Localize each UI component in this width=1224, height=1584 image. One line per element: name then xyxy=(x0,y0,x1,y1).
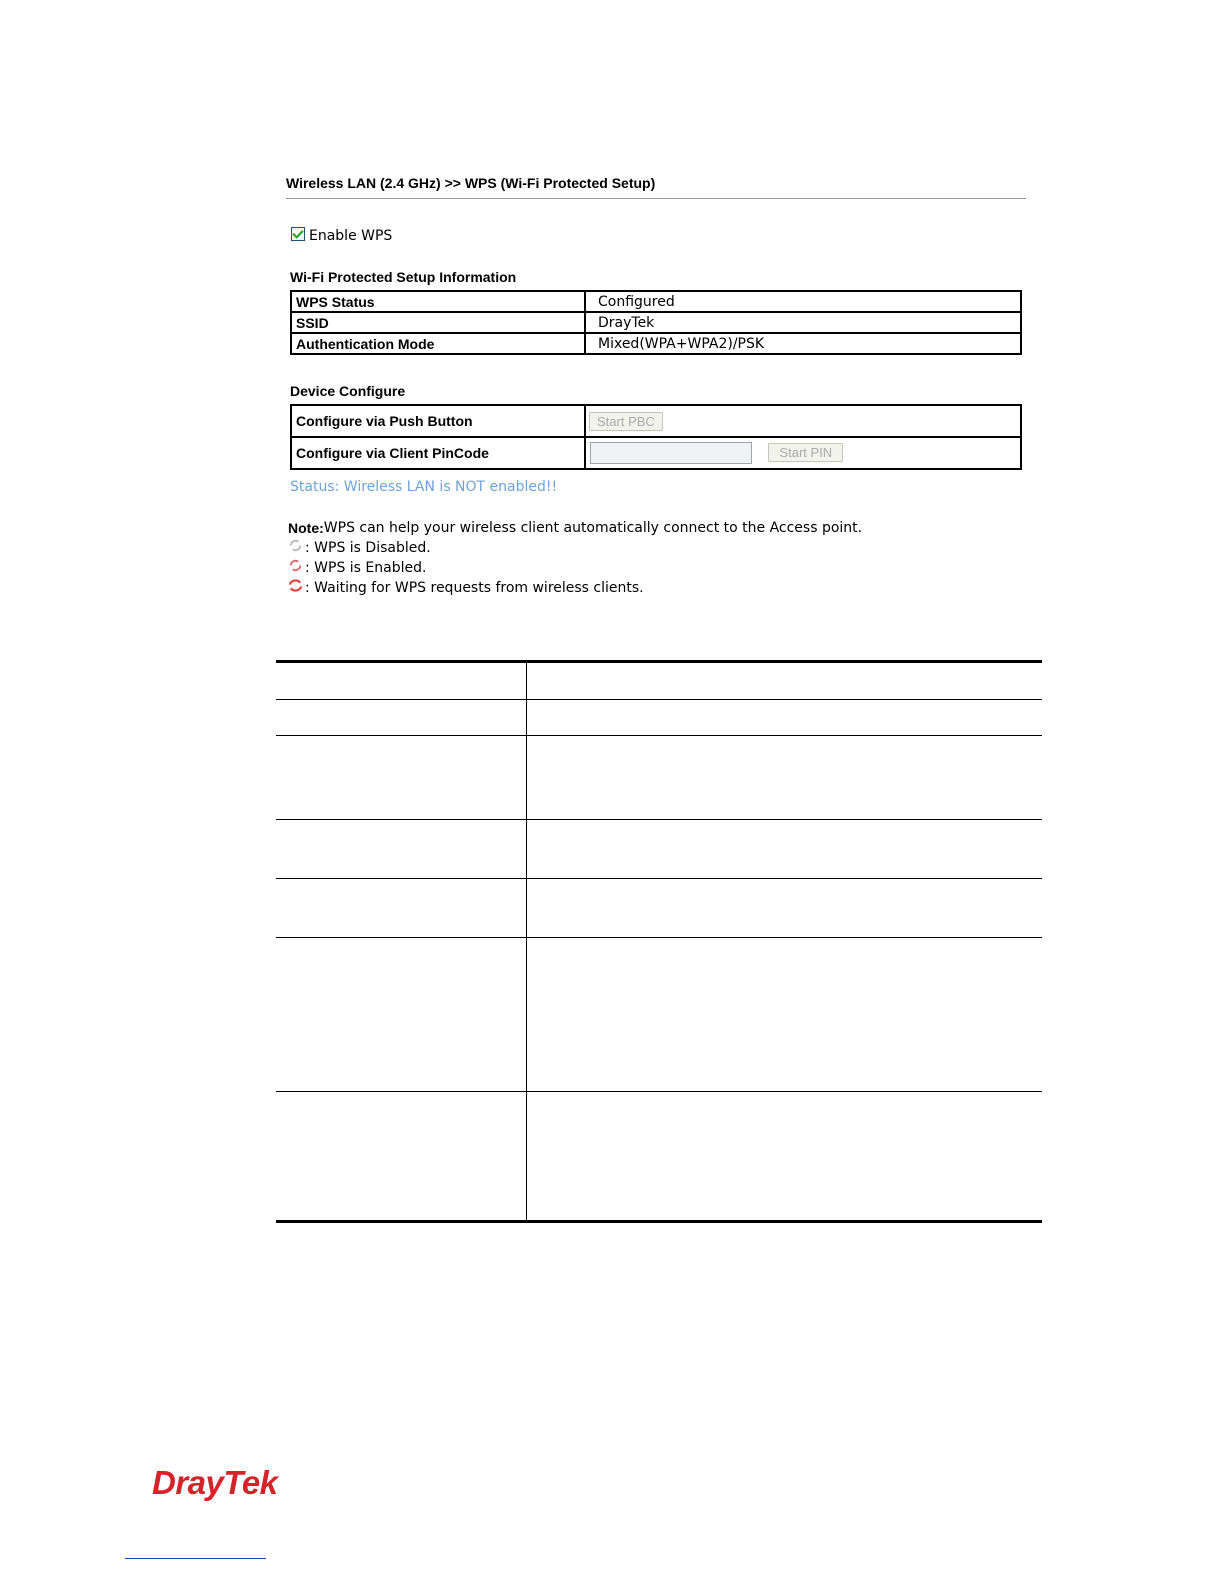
table-cell xyxy=(527,662,1043,700)
table-cell xyxy=(527,879,1043,938)
table-cell xyxy=(276,662,527,700)
enable-wps-checkbox[interactable] xyxy=(291,227,305,241)
note-prefix: Note: xyxy=(288,520,324,536)
push-button-label: Configure via Push Button xyxy=(291,405,585,437)
note-waiting-text: : Waiting for WPS requests from wireless clients. xyxy=(305,580,644,596)
device-section-heading: Device Configure xyxy=(290,383,406,399)
note-disabled-text: : WPS is Disabled. xyxy=(305,540,431,556)
note-item xyxy=(288,558,862,578)
info-section-heading: Wi-Fi Protected Setup Information xyxy=(290,269,517,285)
pin-code-input[interactable] xyxy=(590,442,752,464)
wps-enabled-icon xyxy=(288,558,303,573)
status-message: Status: Wireless LAN is NOT enabled!! xyxy=(290,479,558,495)
enable-wps-label: Enable WPS xyxy=(309,228,393,244)
auth-mode-value: Mixed(WPA+WPA2)/PSK xyxy=(585,333,1021,354)
table-cell xyxy=(276,879,527,938)
description-table xyxy=(276,660,1042,1223)
start-pin-button[interactable]: Start PIN xyxy=(768,443,843,462)
draytek-logo: DrayTek xyxy=(152,1464,278,1501)
table-row xyxy=(276,736,1042,820)
device-configure-table xyxy=(290,404,1022,470)
table-cell xyxy=(527,736,1043,820)
note-enabled-text: : WPS is Enabled. xyxy=(305,560,427,576)
auth-mode-label: Authentication Mode xyxy=(291,333,585,354)
table-cell xyxy=(527,1092,1043,1222)
table-row xyxy=(276,938,1042,1092)
wps-disabled-icon xyxy=(288,538,303,553)
table-cell xyxy=(276,938,527,1092)
wps-waiting-icon xyxy=(288,578,303,593)
start-pbc-button[interactable]: Start PBC xyxy=(589,412,663,431)
table-cell xyxy=(527,700,1043,736)
note-item xyxy=(288,578,862,598)
note-main-text: WPS can help your wireless client automatically connect to the Access point. xyxy=(323,520,863,536)
table-cell xyxy=(527,820,1043,879)
table-cell xyxy=(276,1092,527,1222)
wps-info-table xyxy=(290,290,1022,355)
table-row xyxy=(291,312,1021,333)
table-row xyxy=(276,1092,1042,1222)
note-main xyxy=(288,518,862,538)
table-row xyxy=(291,333,1021,354)
table-cell xyxy=(276,736,527,820)
table-row xyxy=(276,662,1042,700)
table-row xyxy=(276,700,1042,736)
ssid-label: SSID xyxy=(291,312,585,333)
notes-block xyxy=(288,518,862,598)
table-cell xyxy=(276,700,527,736)
pin-cell xyxy=(585,437,1021,469)
push-button-cell xyxy=(585,405,1021,437)
table-cell xyxy=(527,938,1043,1092)
table-cell xyxy=(276,820,527,879)
note-item xyxy=(288,538,862,558)
title-divider xyxy=(286,198,1026,199)
table-row xyxy=(291,437,1021,469)
table-row xyxy=(291,405,1021,437)
wps-status-value: Configured xyxy=(585,291,1021,312)
table-row xyxy=(291,291,1021,312)
table-row xyxy=(276,820,1042,879)
page-title: Wireless LAN (2.4 GHz) >> WPS (Wi-Fi Protected Setup) xyxy=(286,175,656,191)
footer-rule xyxy=(125,1558,266,1559)
table-row xyxy=(276,879,1042,938)
wps-status-label: WPS Status xyxy=(291,291,585,312)
pin-label: Configure via Client PinCode xyxy=(291,437,585,469)
ssid-value: DrayTek xyxy=(585,312,1021,333)
enable-wps-row[interactable] xyxy=(291,228,392,244)
